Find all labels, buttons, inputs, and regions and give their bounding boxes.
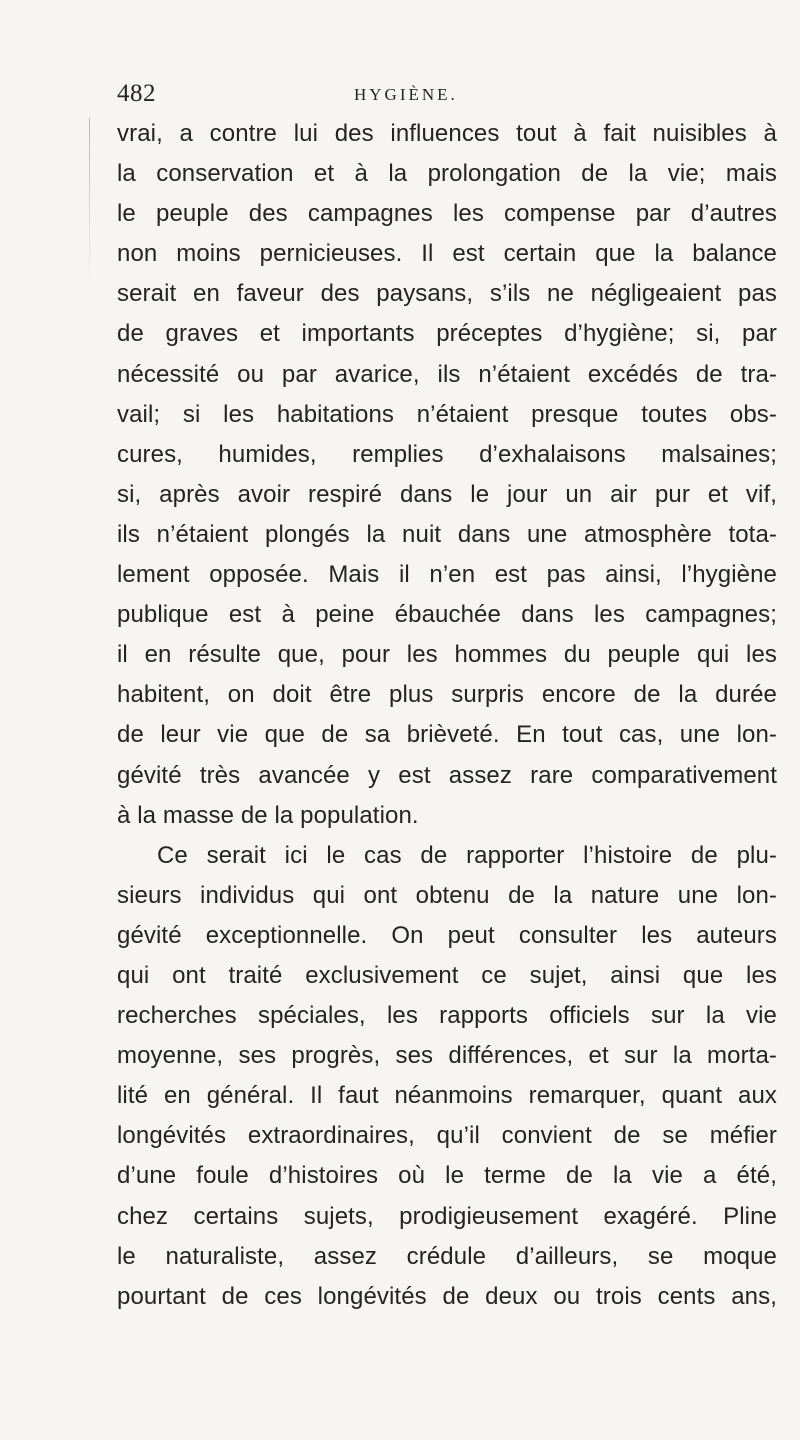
text-line: d’une foule d’histoires où le terme de la vie a été, — [117, 1162, 777, 1190]
text-line: serait en faveur des paysans, s’ils ne négligeaient pas — [117, 280, 777, 308]
text-line: qui ont traité exclusivement ce sujet, ainsi que les — [117, 961, 777, 989]
text-line: la conservation et à la prolongation de la vie; mais — [117, 160, 777, 188]
text-line: vail; si les habitations n’étaient presque toutes obs- — [117, 400, 777, 428]
text-line: recherches spéciales, les rapports officiels sur la vie — [117, 1002, 777, 1030]
text-line: le naturaliste, assez crédule d’ailleurs, se moque — [117, 1242, 777, 1270]
running-head: HYGIÈNE. — [354, 85, 458, 104]
margin-rule — [89, 118, 90, 288]
text-line: gévité très avancée y est assez rare comparativement — [117, 761, 777, 789]
text-line: à la masse de la population. — [117, 801, 419, 829]
text-line: il en résulte que, pour les hommes du peuple qui les — [117, 641, 777, 669]
text-line: de graves et importants préceptes d’hygiène; si, par — [117, 320, 777, 348]
text-line: longévités extraordinaires, qu’il convient de se méfier — [117, 1122, 777, 1150]
body-text — [117, 114, 777, 1317]
text-line: de leur vie que de sa brièveté. En tout cas, une lon- — [117, 721, 777, 749]
text-line: gévité exceptionnelle. On peut consulter les auteurs — [117, 921, 777, 949]
text-line: Ce serait ici le cas de rapporter l’histoire de plu- — [157, 841, 777, 869]
text-line: lité en général. Il faut néanmoins remarquer, quant aux — [117, 1082, 777, 1110]
text-line: lement opposée. Mais il n’en est pas ainsi, l’hygiène — [117, 561, 777, 589]
text-line: si, après avoir respiré dans le jour un air pur et vif, — [117, 480, 777, 508]
text-line: chez certains sujets, prodigieusement exagéré. Pline — [117, 1202, 777, 1230]
text-line: vrai, a contre lui des influences tout à fait nuisibles à — [117, 120, 777, 147]
text-line: sieurs individus qui ont obtenu de la nature une lon- — [117, 881, 777, 909]
page-header — [117, 80, 777, 110]
text-line: nécessité ou par avarice, ils n’étaient excédés de tra- — [117, 360, 777, 388]
page-number: 482 — [117, 80, 156, 107]
text-line: publique est à peine ébauchée dans les campagnes; — [117, 601, 777, 629]
text-line: ils n’étaient plongés la nuit dans une atmosphère tota- — [117, 520, 777, 548]
text-line: non moins pernicieuses. Il est certain que la balance — [117, 240, 777, 268]
text-line: habitent, on doit être plus surpris encore de la durée — [117, 681, 777, 709]
text-line: le peuple des campagnes les compense par d’autres — [117, 200, 777, 228]
text-line: moyenne, ses progrès, ses différences, et sur la morta- — [117, 1042, 777, 1070]
text-line: cures, humides, remplies d’exhalaisons malsaines; — [117, 440, 777, 468]
text-line: pourtant de ces longévités de deux ou trois cents ans, — [117, 1282, 777, 1310]
